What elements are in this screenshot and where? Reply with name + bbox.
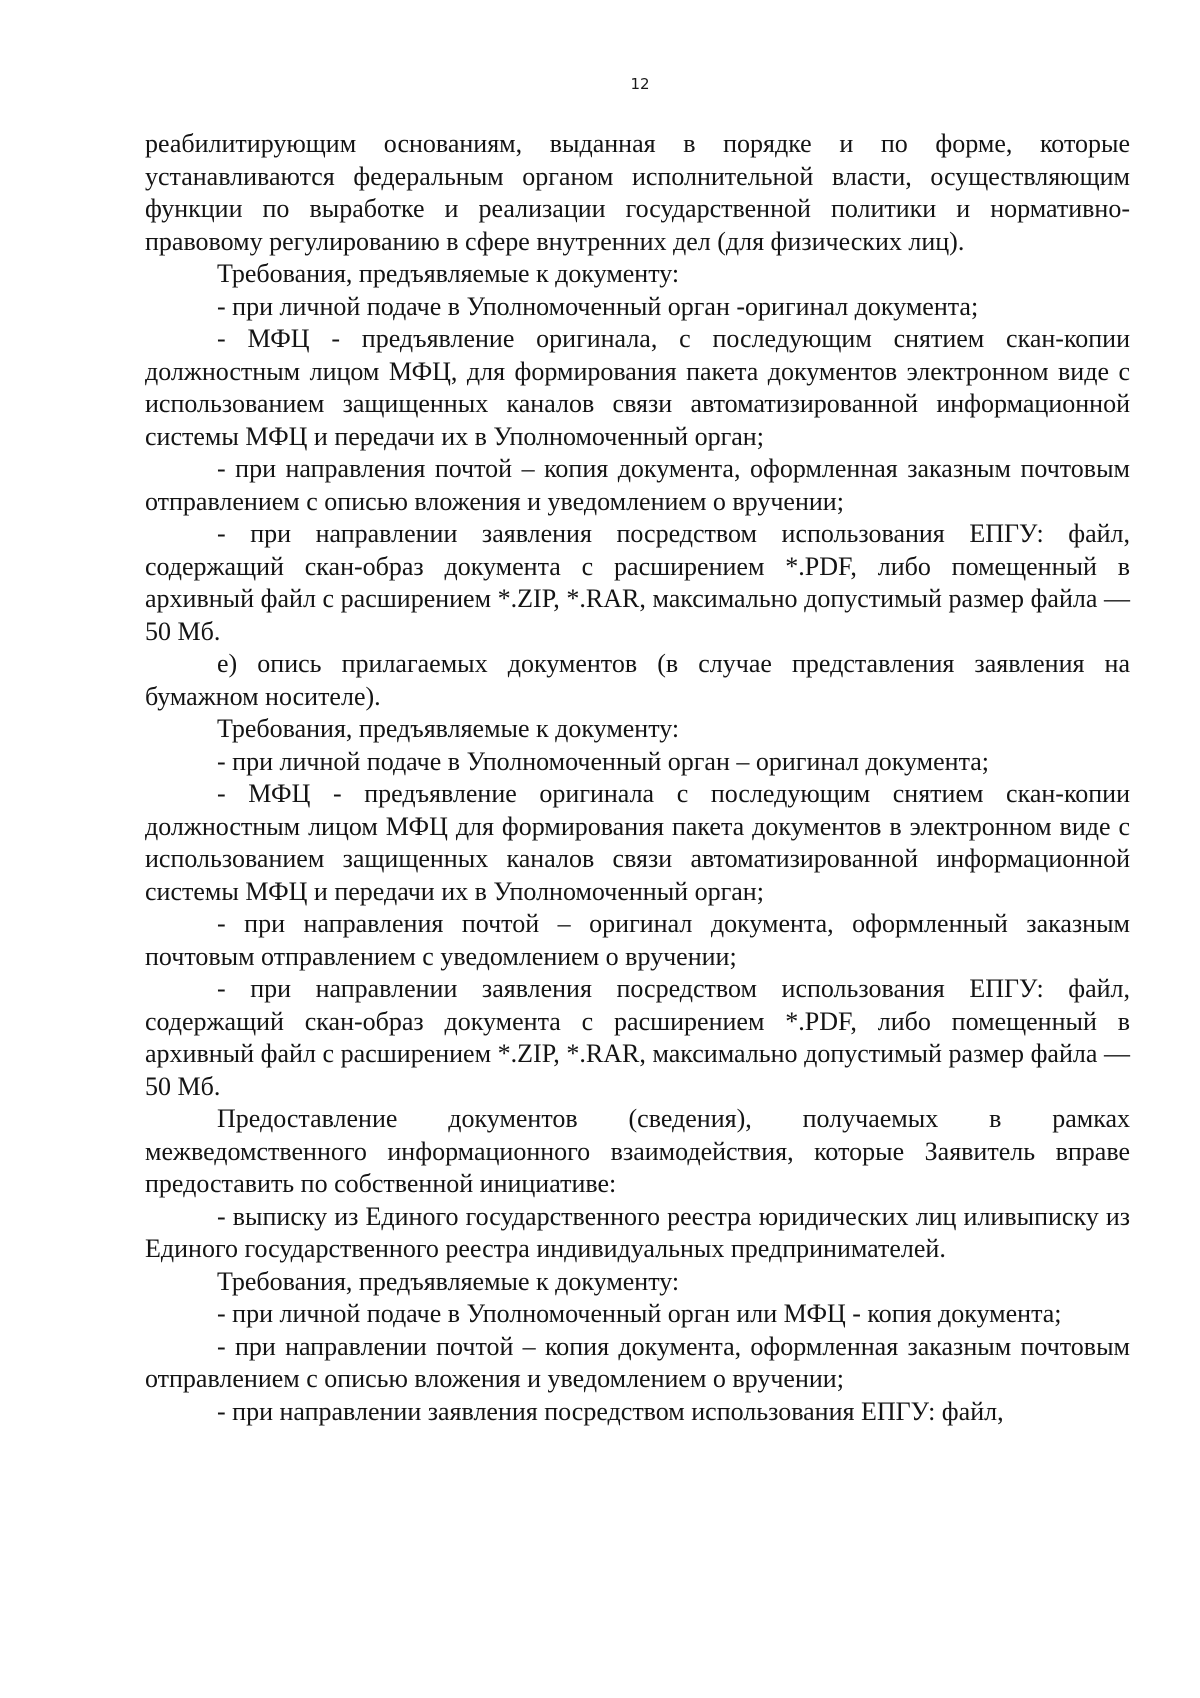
document-body xyxy=(145,128,1130,1428)
paragraph: - при направлении заявления посредством использования ЕПГУ: файл, xyxy=(217,1396,1004,1426)
page-number: 12 xyxy=(630,75,650,93)
paragraph: - при направлении почтой – копия документа, оформленная заказным почтовым отправлением с описью вложения и уведомлением о вручении; xyxy=(145,1331,1130,1393)
paragraph: - при личной подаче в Уполномоченный орган или МФЦ - копия документа; xyxy=(217,1299,1062,1328)
paragraph: - при направления почтой – оригинал документа, оформленный заказным почтовым отправлением с уведомлением о вручении; xyxy=(145,909,1130,971)
paragraph: Требования, предъявляемые к документу: xyxy=(217,714,680,743)
paragraph: - выписку из Единого государственного реестра юридических лиц иливыписку из Единого государственного реестра индивидуальных предпринимателей. xyxy=(145,1201,1130,1263)
paragraph: - при направлении заявления посредством использования ЕПГУ: файл, содержащий скан-образ документа с расширением *.PDF, либо помещенный в архивный файл с расширением *.ZIP, *.RAR, максимально допустимый размер файла — 50 Мб. xyxy=(145,974,1130,1101)
paragraph: реабилитирующим основаниям, выданная в порядке и по форме, которые устанавливаются федеральным органом исполнительной власти, осуществляющим функции по выработке и реализации государственной политики и нормативно-правовому регулированию в сфере внутренних дел (для физических лиц). xyxy=(145,129,1130,256)
paragraph: Предоставление документов (сведения), получаемых в рамках межведомственного информационного взаимодействия, которые Заявитель вправе предоставить по собственной инициативе: xyxy=(145,1104,1130,1198)
paragraph: - МФЦ - предъявление оригинала, с последующим снятием скан-копии должностным лицом МФЦ, для формирования пакета документов электронном виде с использованием защищенных каналов связи автоматизированной информационной системы МФЦ и передачи их в Уполномоченный орган; xyxy=(145,324,1130,451)
paragraph: Требования, предъявляемые к документу: xyxy=(217,1266,680,1296)
paragraph: Требования, предъявляемые к документу: xyxy=(217,259,680,288)
paragraph: - при направлении заявления посредством использования ЕПГУ: файл, содержащий скан-образ документа с расширением *.PDF, либо помещенный в архивный файл с расширением *.ZIP, *.RAR, максимально допустимый размер файла — 50 Мб. xyxy=(145,519,1130,646)
paragraph: е) опись прилагаемых документов (в случае представления заявления на бумажном носителе). xyxy=(145,649,1130,711)
paragraph: - при личной подаче в Уполномоченный орган -оригинал документа; xyxy=(217,291,979,321)
paragraph: - при личной подаче в Уполномоченный орган – оригинал документа; xyxy=(217,746,990,776)
paragraph: - МФЦ - предъявление оригинала с последующим снятием скан-копии должностным лицом МФЦ для формирования пакета документов в электронном виде с использованием защищенных каналов связи автоматизированной информационной системы МФЦ и передачи их в Уполномоченный орган; xyxy=(145,779,1130,906)
paragraph: - при направления почтой – копия документа, оформленная заказным почтовым отправлением с описью вложения и уведомлением о вручении; xyxy=(145,454,1130,516)
